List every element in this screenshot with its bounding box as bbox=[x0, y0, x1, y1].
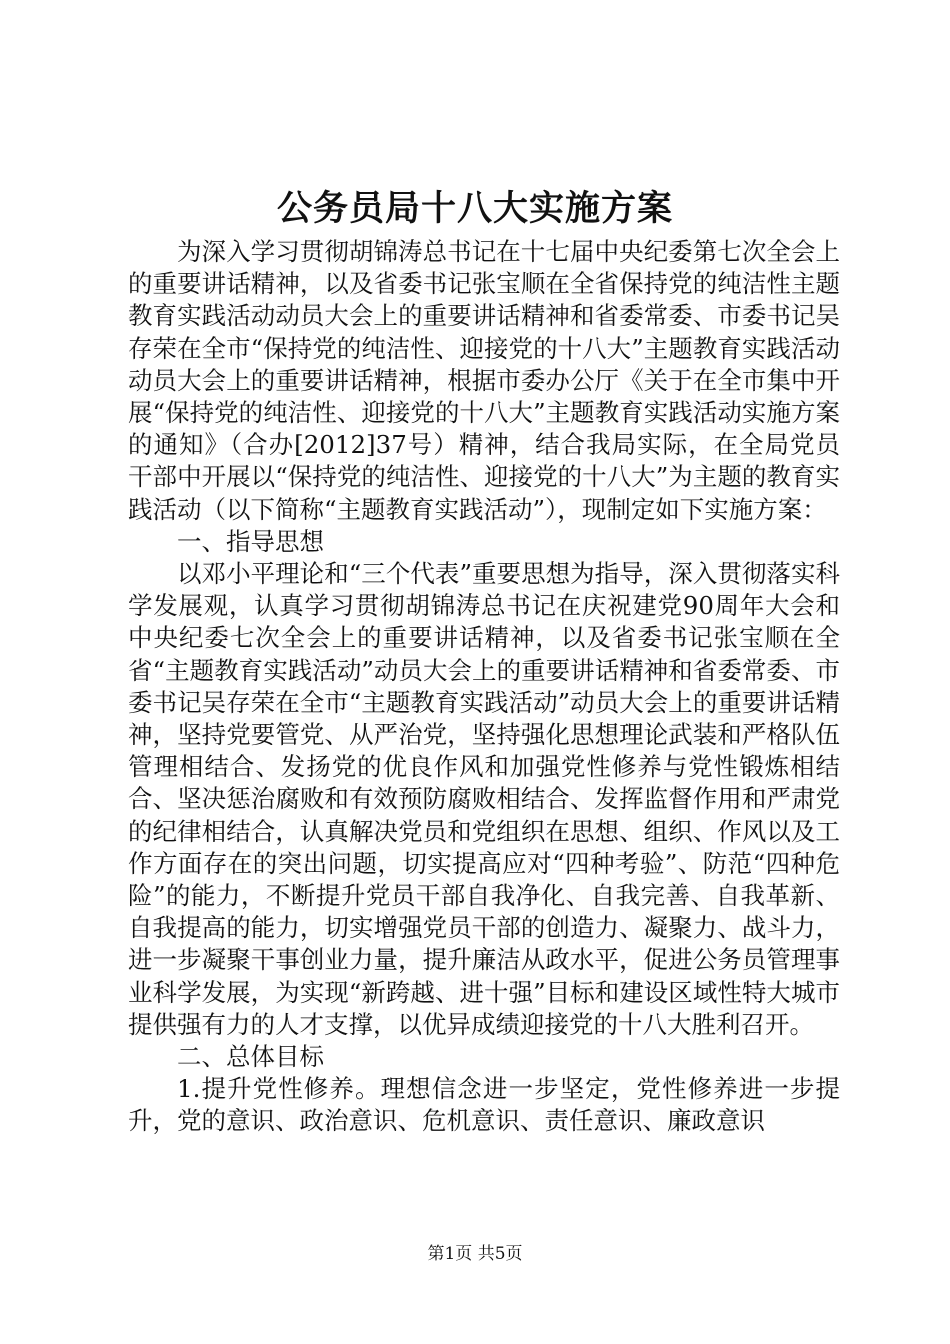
paragraph-goal-1: 1.提升党性修养。理想信念进一步坚定，党性修养进一步提升，党的意识、政治意识、危机意识、责任意识、廉政意识 bbox=[128, 1074, 840, 1136]
page-footer: 第1页 共5页 bbox=[427, 1244, 523, 1264]
paragraph-guiding-ideology: 以邓小平理论和“三个代表”重要思想为指导，深入贯彻落实科学发展观，认真学习贯彻胡锦涛总书记在庆祝建党90周年大会和中央纪委七次全会上的重要讲话精神，以及省委书记张宝顺在全省“主题教育实践活动”动员大会上的重要讲话精神和省委常委、市委书记吴存荣在全市“主题教育实践活动”动员大会上的重要讲话精神，坚持党要管党、从严治党，坚持强化思想理论武装和严格队伍管理相结合、发扬党的优良作风和加强党性修养与党性锻炼相结合、坚决惩治腐败和有效预防腐败相结合、发挥监督作用和严肃党的纪律相结合，认真解决党员和党组织在思想、组织、作风以及工作方面存在的突出问题，切实提高应对“四种考验”、防范“四种危险”的能力，不断提升党员干部自我净化、自我完善、自我革新、自我提高的能力，切实增强党员干部的创造力、凝聚力、战斗力，进一步凝聚干事创业力量，提升廉洁从政水平，促进公务员管理事业科学发展，为实现“新跨越、进十强”目标和建设区域性特大城市提供强有力的人才支撑，以优异成绩迎接党的十八大胜利召开。 bbox=[128, 559, 840, 1039]
document-title: 公务员局十八大实施方案 bbox=[276, 188, 673, 229]
paragraph-intro: 为深入学习贯彻胡锦涛总书记在十七届中央纪委第七次全会上的重要讲话精神，以及省委书记张宝顺在全省保持党的纯洁性主题教育实践活动动员大会上的重要讲话精神和省委常委、市委书记吴存荣在全市“保持党的纯洁性、迎接党的十八大”主题教育实践活动动员大会上的重要讲话精神，根据市委办公厅《关于在全市集中开展“保持党的纯洁性、迎接党的十八大”主题教育实践活动实施方案的通知》（合办[2012]37号）精神，结合我局实际，在全局党员干部中开展以“保持党的纯洁性、迎接党的十八大”为主题的教育实践活动（以下简称“主题教育实践活动”），现制定如下实施方案： bbox=[128, 237, 840, 524]
section-heading-overall-goals: 二、总体目标 bbox=[177, 1042, 324, 1072]
section-heading-guiding-ideology: 一、指导思想 bbox=[177, 526, 324, 556]
document-body bbox=[128, 236, 840, 1138]
